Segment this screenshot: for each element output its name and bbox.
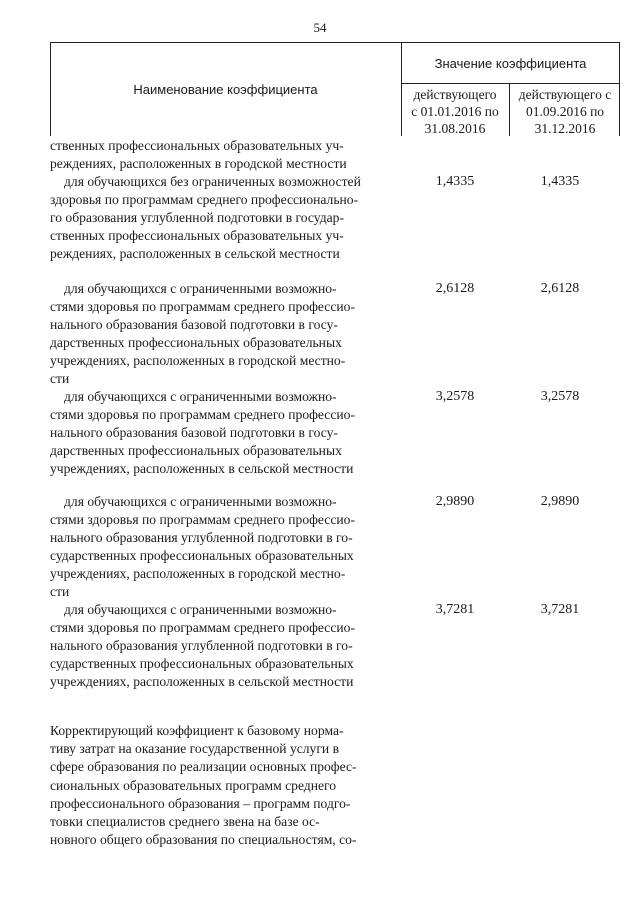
row-text-line: учреждениях, расположенных в городской местно- (50, 566, 346, 581)
table-row (50, 601, 395, 691)
row-text-line: стями здоровья по программам среднего профессио- (50, 620, 355, 635)
row-text-line: учреждениях, расположенных в городской местно- (50, 353, 346, 368)
row-text-line: для обучающихся с ограниченными возможно- (64, 494, 337, 509)
row-text-line: дарственных профессиональных образовательных (50, 443, 342, 458)
row-text-line: для обучающихся с ограниченными возможно- (64, 281, 337, 296)
row-text-line: нального образования углубленной подготовки в го- (50, 638, 353, 653)
row-text-line: реждениях, расположенных в сельской местности (50, 246, 340, 261)
column-header-name: Наименование коэффициента (133, 82, 318, 97)
row-text-line: стями здоровья по программам среднего профессио- (50, 407, 355, 422)
row-text-line: нального образования базовой подготовки в госу- (50, 425, 338, 440)
row-text-line: стями здоровья по программам среднего профессио- (50, 299, 355, 314)
row-text-line: нального образования углубленной подготовки в го- (50, 530, 353, 545)
header-group-divider (401, 83, 620, 84)
row-text-line: для обучающихся без ограниченных возможностей (64, 174, 361, 189)
period-1-line: с 01.01.2016 по (411, 104, 499, 119)
period-2-line: действующего с (518, 87, 612, 102)
row-text-line: нального образования базовой подготовки в госу- (50, 317, 338, 332)
value-period-2: 1,4335 (540, 174, 580, 189)
value-period-2: 2,9890 (540, 494, 580, 509)
table-row (50, 388, 395, 478)
value-period-1: 2,6128 (435, 281, 475, 296)
paragraph-line: профессионального образования – программ подго- (50, 795, 351, 811)
row-text-line: го образования углубленной подготовки в государ- (50, 210, 344, 225)
period-2-line: 31.12.2016 (534, 121, 596, 136)
table-row (50, 137, 395, 173)
row-text-line: сударственных профессиональных образовательных (50, 548, 354, 563)
row-text-line: учреждениях, расположенных в сельской местности (50, 674, 354, 689)
value-period-2: 3,2578 (540, 389, 580, 404)
table-row (50, 280, 395, 388)
row-text-line: для обучающихся с ограниченными возможно- (64, 602, 337, 617)
row-text-line: здоровья по программам среднего профессионально- (50, 192, 359, 207)
column-header-value-group: Значение коэффициента (434, 56, 587, 71)
value-period-1: 2,9890 (435, 494, 475, 509)
row-text-line: сударственных профессиональных образовательных (50, 656, 354, 671)
row-text-line: стями здоровья по программам среднего профессио- (50, 512, 355, 527)
paragraph-line: новного общего образования по специальностям, со- (50, 832, 357, 848)
correction-coefficient-paragraph (50, 722, 395, 849)
page-number: 54 (313, 20, 327, 35)
table-row (50, 493, 395, 601)
row-text-line: для обучающихся с ограниченными возможно- (64, 389, 337, 404)
column-header-period-2 (510, 86, 620, 137)
row-text-line: ственных профессиональных образовательных уч- (50, 138, 344, 153)
value-period-1: 1,4335 (435, 174, 475, 189)
row-text-line: дарственных профессиональных образовательных (50, 335, 342, 350)
table-row (50, 173, 395, 263)
period-1-line: действующего (413, 87, 497, 102)
paragraph-line: товки специалистов среднего звена на базе ос- (50, 814, 320, 830)
value-period-1: 3,7281 (435, 602, 475, 617)
row-text-line: сти (50, 371, 70, 386)
column-header-period-1 (401, 86, 509, 137)
period-1-line: 31.08.2016 (424, 121, 486, 136)
header-top-border (50, 42, 620, 43)
value-period-2: 3,7281 (540, 602, 580, 617)
paragraph-line: тиву затрат на оказание государственной услуги в (50, 741, 340, 757)
paragraph-line: сиональных образовательных программ среднего (50, 777, 337, 793)
value-period-2: 2,6128 (540, 281, 580, 296)
paragraph-line: сфере образования по реализации основных профес- (50, 759, 357, 775)
row-text-line: ственных профессиональных образовательных уч- (50, 228, 344, 243)
row-text-line: сти (50, 584, 70, 599)
paragraph-line: Корректирующий коэффициент к базовому норма- (50, 723, 344, 738)
period-2-line: 01.09.2016 по (525, 104, 605, 119)
value-period-1: 3,2578 (435, 389, 475, 404)
row-text-line: реждениях, расположенных в городской местности (50, 156, 347, 171)
row-text-line: учреждениях, расположенных в сельской местности (50, 461, 354, 476)
